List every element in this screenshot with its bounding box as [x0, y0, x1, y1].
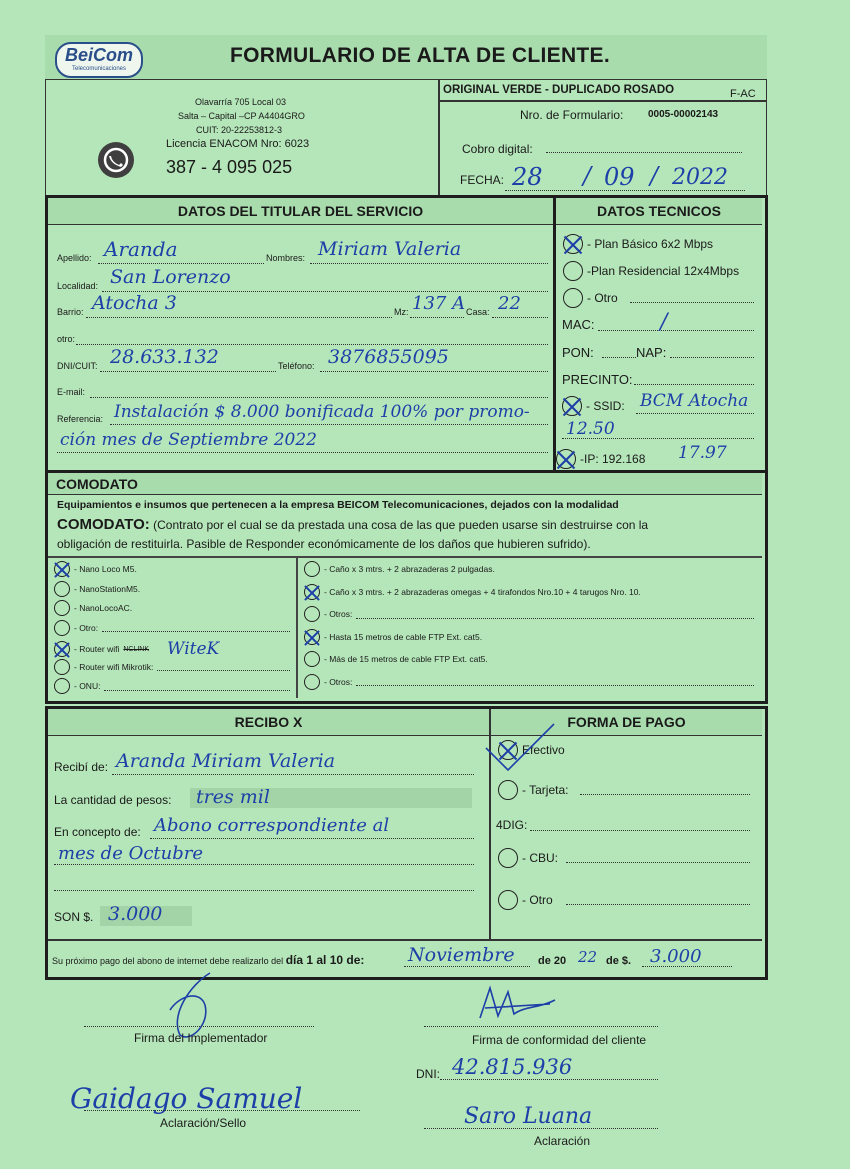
comodato-left-item[interactable]: [54, 639, 290, 659]
comodato-right-label: - Caño x 3 mtrs. + 2 abrazaderas omegas + 4 tirafondos Nro.10 + 4 tarugos Nro. 10.: [324, 586, 641, 597]
pon-label: PON:: [562, 345, 594, 360]
pago-otro-line[interactable]: [566, 904, 750, 905]
fecha-year[interactable]: 2022: [672, 165, 728, 190]
pago-cbu-option[interactable]: [498, 848, 558, 868]
ssid-line-2: [562, 438, 754, 439]
comodato-right-checkbox[interactable]: [304, 606, 320, 622]
comodato-right-item[interactable]: [304, 651, 754, 667]
comodato-right-checkbox[interactable]: [304, 651, 320, 667]
precinto-line[interactable]: [634, 384, 754, 385]
mz-value[interactable]: 137 A: [412, 293, 466, 314]
comodato-right-label: - Otros:: [324, 609, 353, 619]
licencia: Licencia ENACOM Nro: 6023: [166, 138, 310, 150]
comodato-left-label: - Router wifi: [74, 644, 120, 654]
comodato-left-checkbox[interactable]: [54, 581, 70, 597]
comodato-header: COMODATO: [48, 473, 762, 495]
comodato-left-item[interactable]: [54, 561, 290, 577]
proximo-monto[interactable]: 3.000: [650, 946, 702, 967]
page-title: FORMULARIO DE ALTA DE CLIENTE.: [230, 44, 610, 67]
comodato-line-2-text: (Contrato por el cual se da prestada una cosa de las que pueden usarse sin destruirse con la: [149, 518, 649, 532]
comodato-left-label: - Router wifi Mikrotik:: [74, 661, 154, 672]
concepto-value-1[interactable]: Abono correspondiente al: [154, 815, 390, 836]
fecha-month[interactable]: 09: [604, 163, 635, 191]
aclaracion-sello-label: Aclaración/Sello: [160, 1116, 247, 1130]
email-line[interactable]: [90, 397, 548, 398]
comodato-left-item[interactable]: [54, 678, 290, 694]
comodato-right-checkbox[interactable]: [304, 629, 320, 645]
mz-label: Mz:: [394, 307, 409, 317]
form-number: 0005-00002143: [648, 109, 719, 120]
referencia-line-1: [110, 424, 548, 425]
nombres-value[interactable]: Miriam Valeria: [318, 238, 462, 260]
ssid-checkbox[interactable]: [562, 396, 582, 416]
comodato-right-checkbox[interactable]: [304, 674, 320, 690]
comodato-right-label: - Más de 15 metros de cable FTP Ext. cat5.: [324, 654, 488, 664]
otro-label: otro:: [57, 334, 76, 344]
header-divider: [438, 79, 440, 195]
proximo-anio[interactable]: 22: [578, 948, 598, 966]
plan-residencial-radio[interactable]: [563, 261, 583, 281]
dni-value[interactable]: 28.633.132: [110, 346, 219, 368]
comodato-left-item[interactable]: [54, 620, 290, 636]
plan-basico-option[interactable]: [563, 234, 713, 254]
cliente-name[interactable]: Saro Luana: [464, 1104, 593, 1129]
comodato-left-checkbox[interactable]: [54, 600, 70, 616]
router-brand-value[interactable]: WiteK: [167, 639, 220, 659]
comodato-grid-divider: [296, 556, 298, 698]
barrio-line: [86, 317, 392, 318]
proximo-mes-line: [404, 966, 530, 967]
address-line-1: Olavarría 705 Local 03: [195, 97, 287, 107]
referencia-line-2: [57, 452, 548, 453]
comodato-left-line[interactable]: [102, 623, 290, 632]
proximo-prefix: Su próximo pago del abono de internet debe realizarlo del: [52, 956, 284, 966]
dni-firma-value[interactable]: 42.815.936: [452, 1055, 573, 1079]
cobro-digital-label: Cobro digital:: [462, 142, 533, 156]
nap-label: NAP:: [636, 345, 667, 360]
implementador-name[interactable]: Gaidago Samuel: [70, 1082, 303, 1115]
pago-tarjeta-radio[interactable]: [498, 780, 518, 800]
cantidad-value[interactable]: tres mil: [196, 786, 270, 808]
comodato-right-item[interactable]: [304, 674, 754, 690]
comodato-right-item[interactable]: [304, 606, 754, 622]
aclaracion-line: [424, 1128, 658, 1129]
ip-checkbox[interactable]: [556, 449, 576, 469]
copies-label: ORIGINAL VERDE - DUPLICADO ROSADO: [443, 84, 675, 96]
telefono-line: [320, 371, 548, 372]
telefono-value[interactable]: 3876855095: [328, 346, 449, 368]
localidad-label: Localidad:: [57, 281, 99, 291]
dni-firma-label: DNI:: [416, 1067, 440, 1081]
pago-tarjeta-option[interactable]: [498, 780, 568, 800]
comodato-left-label: - ONU:: [74, 681, 101, 691]
pago-tarjeta-line[interactable]: [580, 794, 750, 795]
otro-line[interactable]: [76, 344, 548, 345]
whatsapp-icon: [98, 142, 134, 178]
beicom-logo: [55, 42, 143, 78]
comodato-right-label: - Otros:: [324, 676, 353, 687]
ssid-label: - SSID:: [586, 399, 625, 413]
concepto-line-2: [54, 864, 474, 865]
comodato-right-item[interactable]: [304, 584, 754, 600]
referencia-value-1[interactable]: Instalación $ 8.000 bonificada 100% por promo-: [114, 402, 530, 422]
recibi-value[interactable]: Aranda Miriam Valeria: [116, 750, 336, 772]
form-code: F-AC: [730, 88, 756, 100]
fecha-label: FECHA:: [460, 173, 505, 187]
fecha-underline: [505, 190, 745, 191]
concepto-line-3[interactable]: [54, 890, 474, 891]
fecha-slash-2: /: [650, 162, 659, 190]
ssid-value-1[interactable]: BCM Atocha: [640, 391, 749, 411]
plan-residencial-label: -Plan Residencial 12x4Mbps: [587, 264, 740, 278]
plan-otro-line[interactable]: [630, 302, 754, 303]
apellido-value[interactable]: Aranda: [104, 237, 178, 261]
pago-otro-radio[interactable]: [498, 890, 518, 910]
ssid-line: [636, 413, 754, 414]
cliente-label: Firma de conformidad del cliente: [472, 1033, 647, 1047]
comodato-left-label: - NanoLocoAC.: [74, 603, 133, 613]
comodato-left-line[interactable]: [104, 682, 290, 691]
comodato-line-1: Equipamientos e insumos que pertenecen a la empresa BEICOM Telecomunicaciones, dejados con la modalidad: [57, 499, 619, 511]
mac-line: [598, 330, 754, 331]
form-number-label: Nro. de Formulario:: [520, 108, 624, 122]
barrio-label: Barrio:: [57, 307, 84, 317]
tecnicos-header: DATOS TECNICOS: [556, 198, 762, 225]
phone-number: 387 - 4 095 025: [166, 157, 293, 177]
comodato-right-label: - Caño x 3 mtrs. + 2 abrazaderas 2 pulgadas.: [324, 564, 495, 574]
email-label: E-mail:: [57, 387, 86, 397]
dni-firma-line: [440, 1079, 658, 1080]
son-label: SON $.: [54, 910, 94, 924]
tecnicos-divider: [553, 198, 556, 470]
comodato-left-label: - Otro:: [74, 622, 99, 633]
comodato-right-label: - Hasta 15 metros de cable FTP Ext. cat5.: [324, 631, 483, 642]
cliente-signature-line: [424, 1026, 658, 1027]
concepto-line-1: [150, 838, 474, 839]
nap-line[interactable]: [670, 357, 754, 358]
concepto-label: En concepto de:: [54, 825, 141, 839]
recibi-label: Recibí de:: [54, 760, 109, 774]
router-brand-struck: NCLINK: [123, 645, 150, 653]
fecha-slash-1: /: [583, 162, 592, 190]
mac-label: MAC:: [562, 317, 595, 332]
cobro-digital-field[interactable]: [546, 152, 742, 153]
nombres-label: Nombres:: [266, 253, 306, 263]
pago-cbu-label: - CBU:: [522, 851, 558, 865]
comodato-left-checkbox[interactable]: [54, 620, 70, 636]
plan-otro-radio[interactable]: [563, 288, 583, 308]
comodato-right-line[interactable]: [356, 677, 754, 686]
implementador-signature-line: [84, 1026, 314, 1027]
pago-otro-label: - Otro: [522, 893, 553, 907]
logo-sub: Telecomunicaciones: [71, 66, 127, 72]
ip-value[interactable]: 17.97: [678, 443, 727, 463]
plan-otro-label: - Otro: [587, 291, 618, 305]
aclaracion-label: Aclaración: [534, 1134, 591, 1148]
titular-header: DATOS DEL TITULAR DEL SERVICIO: [48, 198, 553, 225]
recibo-header: RECIBO X: [48, 709, 489, 736]
dni-line: [100, 371, 276, 372]
comodato-left-checkbox[interactable]: [54, 561, 70, 577]
pago-4dig-line[interactable]: [530, 830, 750, 831]
comodato-left-line[interactable]: [157, 662, 290, 671]
nombres-line: [310, 263, 548, 264]
cuit: CUIT: 20-22253812-3: [196, 125, 283, 135]
comodato-grid-top: [48, 556, 762, 558]
pago-tarjeta-label: - Tarjeta:: [522, 783, 569, 797]
copies-underline: [440, 100, 766, 102]
casa-label: Casa:: [466, 307, 490, 317]
localidad-value[interactable]: San Lorenzo: [110, 266, 231, 288]
barrio-value[interactable]: Atocha 3: [92, 292, 177, 314]
comodato-left-item[interactable]: [54, 581, 290, 597]
comodato-right-checkbox[interactable]: [304, 561, 320, 577]
apellido-label: Apellido:: [57, 253, 92, 263]
comodato-left-checkbox[interactable]: [54, 641, 70, 657]
mz-line: [410, 317, 464, 318]
pago-header: FORMA DE PAGO: [491, 709, 762, 736]
referencia-value-2[interactable]: ción mes de Septiembre 2022: [60, 430, 317, 450]
telefono-label: Teléfono:: [278, 361, 315, 371]
comodato-word: COMODATO:: [57, 516, 150, 533]
pago-cbu-radio[interactable]: [498, 848, 518, 868]
precinto-label: PRECINTO:: [562, 372, 633, 387]
ip-option[interactable]: [556, 449, 645, 469]
comodato-right-checkbox[interactable]: [304, 584, 320, 600]
cantidad-label: La cantidad de pesos:: [54, 793, 172, 807]
pago-4dig-label: 4DIG:: [496, 818, 528, 832]
comodato-left-label: - NanoStationM5.: [74, 583, 141, 594]
address-line-2: Salta – Capital –CP A4404GRO: [178, 111, 305, 121]
dni-label: DNI/CUIT:: [57, 361, 98, 371]
proximo-de-pesos: de $.: [606, 955, 632, 967]
comodato-left-label: - Nano Loco M5.: [74, 564, 137, 574]
comodato-left-checkbox[interactable]: [54, 659, 70, 675]
referencia-label: Referencia:: [57, 414, 104, 424]
comodato-line-3: obligación de restituirla. Pasible de Responder económicamente de los daños que hubieren sufrido).: [57, 537, 591, 551]
comodato-right-line[interactable]: [356, 610, 754, 619]
pago-cbu-line[interactable]: [566, 862, 750, 863]
comodato-right-item[interactable]: [304, 629, 754, 645]
ssid-option[interactable]: [562, 396, 625, 416]
proximo-bold: día 1 al 10 de:: [285, 953, 365, 967]
efectivo-check-mark: [480, 718, 560, 778]
aclaracion-sello-line: [84, 1110, 360, 1111]
casa-line: [492, 317, 548, 318]
plan-basico-radio[interactable]: [563, 234, 583, 254]
comodato-left-checkbox[interactable]: [54, 678, 70, 694]
plan-otro-option[interactable]: [563, 288, 618, 308]
proximo-de20: de 20: [538, 955, 567, 967]
proximo-mes[interactable]: Noviembre: [408, 944, 515, 966]
comodato-left-item[interactable]: [54, 600, 290, 616]
cliente-signature: [470, 978, 560, 1038]
son-value[interactable]: 3.000: [108, 903, 163, 925]
pago-efectivo-label: Efectivo: [522, 743, 565, 757]
comodato-right-item[interactable]: [304, 561, 754, 577]
pon-line[interactable]: [602, 357, 636, 358]
implementador-label: Firma del Implementador: [134, 1031, 268, 1045]
recibi-line: [112, 774, 474, 775]
mac-value[interactable]: /: [660, 310, 668, 335]
fecha-day[interactable]: 28: [512, 163, 543, 191]
plan-basico-label: - Plan Básico 6x2 Mbps: [587, 237, 714, 251]
concepto-value-2[interactable]: mes de Octubre: [58, 843, 204, 864]
plan-residencial-option[interactable]: [563, 261, 739, 281]
pago-otro-option[interactable]: [498, 890, 553, 910]
recibo-bottom-divider: [48, 939, 762, 941]
ip-label: -IP: 192.168: [580, 452, 646, 466]
comodato-left-item[interactable]: [54, 659, 290, 675]
ssid-value-2[interactable]: 12.50: [566, 419, 615, 439]
comodato-line-2: [57, 516, 648, 533]
apellido-line: [98, 263, 264, 264]
casa-value[interactable]: 22: [498, 293, 521, 314]
logo-text: BeiCom: [64, 45, 133, 65]
